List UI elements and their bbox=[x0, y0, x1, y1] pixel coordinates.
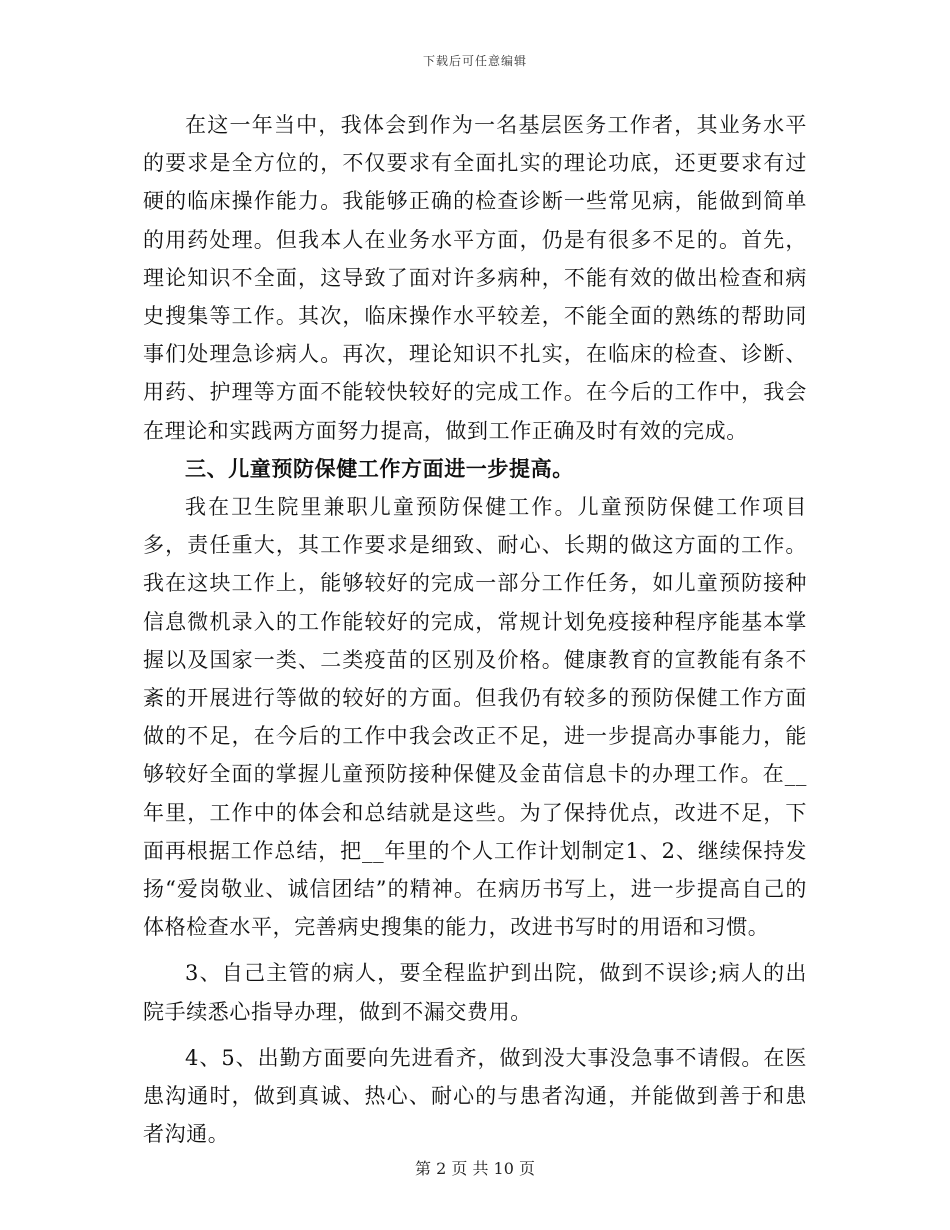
page-number: 第 2 页 共 10 页 bbox=[415, 1159, 535, 1178]
document-body bbox=[143, 106, 807, 1153]
paragraph-item-4-5: 4、5、出勤方面要向先进看齐，做到没大事没急事不请假。在医患沟通时，做到真诚、热心、耐心的与患者沟通，并能做到善于和患者沟通。 bbox=[143, 1045, 807, 1147]
paragraph-child-health: 我在卫生院里兼职儿童预防保健工作。儿童预防保健工作项目多，责任重大，其工作要求是细致、耐心、长期的做这方面的工作。我在这块工作上，能够较好的完成一部分工作任务，如儿童预防接种信息微机录入的工作能较好的完成，常规计划免疫接种程序能基本掌握以及国家一类、二类疫苗的区别及价格。健康教育的宣教能有条不紊的开展进行等做的较好的方面。但我仍有较多的预防保健工作方面做的不足，在今后的工作中我会改正不足，进一步提高办事能力，能够较好全面的掌握儿童预防接种保健及金苗信息卡的办理工作。在__年里，工作中的体会和总结就是这些。为了保持优点，改进不足，下面再根据工作总结，把__年里的个人工作计划制定1、2、继续保持发扬“爱岗敬业、诚信团结”的精神。在病历书写上，进一步提高自己的体格检查水平，完善病史搜集的能力，改进书写时的用语和习惯。 bbox=[143, 495, 807, 940]
page-header: 下载后可任意编辑 bbox=[422, 54, 527, 68]
paragraph-work-skills: 在这一年当中，我体会到作为一名基层医务工作者，其业务水平的要求是全方位的，不仅要求有全面扎实的理论功底，还更要求有过硬的临床操作能力。我能够正确的检查诊断一些常见病，能做到简单的用药处理。但我本人在业务水平方面，仍是有很多不足的。首先，理论知识不全面，这导致了面对许多病种，不能有效的做出检查和病史搜集等工作。其次，临床操作水平较差，不能全面的熟练的帮助同事们处理急诊病人。再次，理论知识不扎实，在临床的检查、诊断、用药、护理等方面不能较快较好的完成工作。在今后的工作中，我会在理论和实践两方面努力提高，做到工作正确及时有效的完成。 bbox=[143, 113, 807, 443]
section-heading-child-health: 三、儿童预防保健工作方面进一步提高。 bbox=[185, 456, 574, 481]
paragraph-item-3: 3、自己主管的病人，要全程监护到出院，做到不误诊;病人的出院手续悉心指导办理，做到不漏交费用。 bbox=[143, 961, 807, 1024]
